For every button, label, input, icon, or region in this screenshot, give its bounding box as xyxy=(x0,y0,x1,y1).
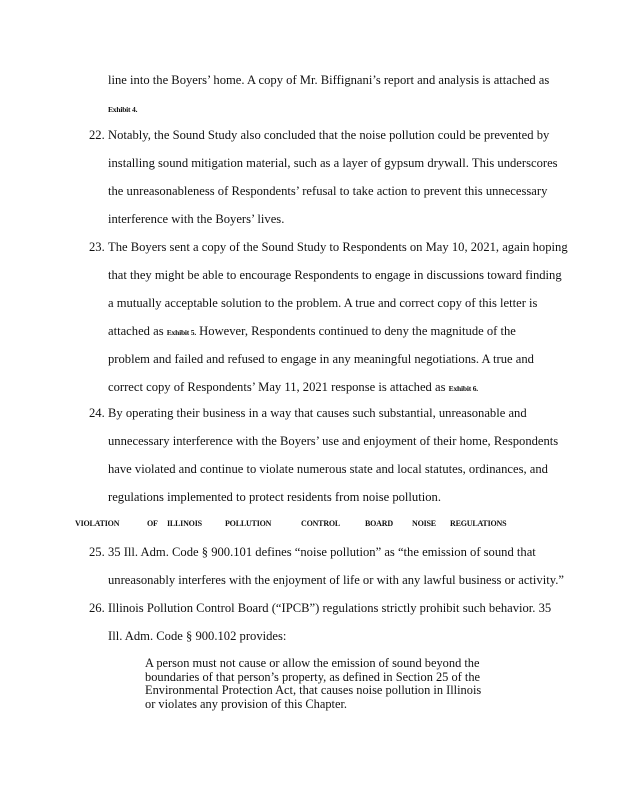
para25-number: 25. xyxy=(89,545,105,559)
para25-line: unreasonably interferes with the enjoyment of life or with any lawful business or activity.” xyxy=(108,573,564,587)
heading-word: OF xyxy=(147,519,158,528)
para24-line: regulations implemented to protect residents from noise pollution. xyxy=(108,490,441,504)
para23-line xyxy=(108,380,478,396)
heading-word: BOARD xyxy=(365,519,393,528)
para23-attached-text: attached as xyxy=(108,324,164,338)
para22-line: installing sound mitigation material, such as a layer of gypsum drywall. This underscores xyxy=(108,156,558,170)
heading-word: CONTROL xyxy=(301,519,341,528)
heading-word: POLLUTION xyxy=(225,519,272,528)
para23-line xyxy=(108,324,516,340)
para23-line: that they might be able to encourage Respondents to engage in discussions toward finding xyxy=(108,268,562,282)
heading-word: REGULATIONS xyxy=(450,519,507,528)
para23-response-text: correct copy of Respondents’ May 11, 2021 response is attached as xyxy=(108,380,446,394)
para26-line: Ill. Adm. Code § 900.102 provides: xyxy=(108,629,287,643)
heading-word: VIOLATION xyxy=(75,519,120,528)
para22-line: the unreasonableness of Respondents’ refusal to take action to prevent this unnecessary xyxy=(108,184,548,198)
heading-word: ILLINOIS xyxy=(167,519,202,528)
quote-line: or violates any provision of this Chapter. xyxy=(145,696,348,711)
para26-line: Illinois Pollution Control Board (“IPCB”) regulations strictly prohibit such behavior. 35 xyxy=(108,601,552,615)
heading-word: NOISE xyxy=(412,519,436,528)
para23-line: The Boyers sent a copy of the Sound Study to Respondents on May 10, 2021, again hoping xyxy=(108,240,568,254)
para22-line: Notably, the Sound Study also concluded that the noise pollution could be prevented by xyxy=(108,128,550,142)
exhibit-4-label: Exhibit 4. xyxy=(108,105,138,114)
quote-line: Environmental Protection Act, that causes noise pollution in Illinois xyxy=(145,683,482,698)
para24-line: unnecessary interference with the Boyers’ use and enjoyment of their home, Respondents xyxy=(108,434,559,448)
para26-number: 26. xyxy=(89,601,105,615)
para23-line: a mutually acceptable solution to the problem. A true and correct copy of this letter is xyxy=(108,296,538,310)
quote-line: boundaries of that person’s property, as defined in Section 25 of the xyxy=(145,669,481,684)
para23-line: problem and failed and refused to engage in any meaningful negotiations. A true and xyxy=(108,352,534,366)
exhibit-6-label: Exhibit 6. xyxy=(448,384,478,393)
para22-number: 22. xyxy=(89,128,105,142)
quote-line: A person must not cause or allow the emission of sound beyond the xyxy=(145,656,480,670)
para24-line: By operating their business in a way that causes such substantial, unreasonable and xyxy=(108,406,527,420)
para24-line: have violated and continue to violate numerous state and local statutes, ordinances, and xyxy=(108,462,548,476)
para23-number: 23. xyxy=(89,240,105,254)
exhibit-5-label: Exhibit 5. xyxy=(166,328,197,337)
para24-number: 24. xyxy=(89,406,105,420)
para22-line: interference with the Boyers’ lives. xyxy=(108,212,285,226)
para25-line: 35 Ill. Adm. Code § 900.101 defines “noise pollution” as “the emission of sound that xyxy=(108,545,536,559)
block-quote xyxy=(145,657,525,711)
para21-line: line into the Boyers’ home. A copy of Mr. Biffignani’s report and analysis is attached as xyxy=(108,73,550,87)
para23-however-text: However, Respondents continued to deny the magnitude of the xyxy=(199,324,516,338)
